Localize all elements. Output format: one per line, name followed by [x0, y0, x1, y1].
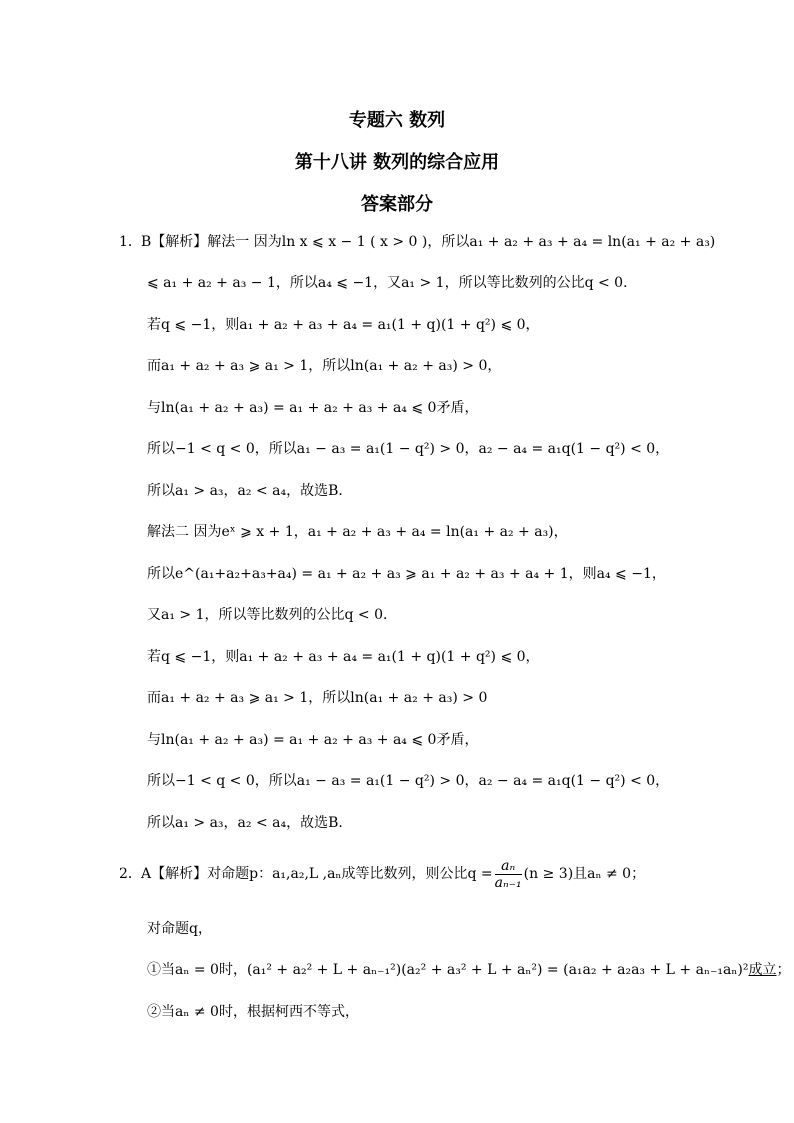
lecture-title: 第十八讲 数列的综合应用: [294, 152, 500, 173]
section-title: 专题六 数列: [348, 110, 446, 131]
solution-line: 而a₁ + a₂ + a₃ ⩾ a₁ > 1，所以ln(a₁ + a₂ + a₃) > 0: [147, 690, 488, 706]
solution-line: 与ln(a₁ + a₂ + a₃) = a₁ + a₂ + a₃ + a₄ ⩽ 0矛盾，: [147, 400, 479, 416]
solution-text: ；: [776, 962, 791, 978]
solution-line: [141, 852, 645, 896]
solution-line: 所以−1 < q < 0，所以a₁ − a₃ = a₁(1 − q²) > 0，a₂ − a₄ = a₁q(1 − q²) < 0，: [147, 773, 670, 789]
solution-line: 解法二 因为eˣ ⩾ x + 1，a₁ + a₂ + a₃ + a₄ = ln(a₁ + a₂ + a₃)，: [147, 524, 568, 540]
answer-heading: 答案部分: [361, 194, 433, 215]
solution-line: 而a₁ + a₂ + a₃ ⩾ a₁ > 1，所以ln(a₁ + a₂ + a₃) > 0，: [147, 358, 502, 374]
solution-line: B【解析】解法一 因为ln x ⩽ x − 1 ( x > 0 )，所以a₁ + a₂ + a₃ + a₄ = ln(a₁ + a₂ + a₃): [141, 234, 716, 250]
solution-line: 又a₁ > 1，所以等比数列的公比q < 0．: [147, 607, 397, 623]
solution-text: (n ≥ 3)且aₙ ≠ 0；: [523, 866, 646, 882]
solution-line: 对命题q，: [147, 921, 212, 937]
underlined-text: 成立: [748, 962, 777, 978]
solution-line: ②当aₙ ≠ 0时，根据柯西不等式，: [147, 1004, 359, 1020]
solution-line: 所以−1 < q < 0，所以a₁ − a₃ = a₁(1 − q²) > 0，a₂ − a₄ = a₁q(1 − q²) < 0，: [147, 441, 670, 457]
solution-text: A【解析】对命题p：a₁,a₂,L ,aₙ成等比数列，则公比q =: [141, 866, 493, 882]
fraction-numerator: aₙ: [495, 858, 522, 875]
solution-line: 若q ⩽ −1，则a₁ + a₂ + a₃ + a₄ = a₁(1 + q)(1 + q²) ⩽ 0，: [147, 317, 540, 333]
solution-line: 与ln(a₁ + a₂ + a₃) = a₁ + a₂ + a₃ + a₄ ⩽ 0矛盾，: [147, 732, 479, 748]
solution-line: ⩽ a₁ + a₂ + a₃ − 1，所以a₄ ⩽ −1，又a₁ > 1，所以等比数列的公比q < 0．: [147, 275, 638, 291]
solution-line: 若q ⩽ −1，则a₁ + a₂ + a₃ + a₄ = a₁(1 + q)(1 + q²) ⩽ 0，: [147, 649, 540, 665]
solution-text: ①当aₙ = 0时，(a₁² + a₂² + L + aₙ₋₁²)(a₂² + a₃² + L + aₙ²) = (a₁a₂ + a₂a₃ + L + aₙ₋₁aₙ)²: [147, 962, 749, 978]
question-number: 2．: [119, 866, 142, 882]
solution-line: [147, 961, 791, 979]
solution-line: 所以a₁ > a₃，a₂ < a₄，故选B．: [147, 483, 353, 499]
fraction-denominator: aₙ₋₁: [494, 874, 522, 891]
solution-line: 所以e^(a₁+a₂+a₃+a₄) = a₁ + a₂ + a₃ ⩾ a₁ + a₂ + a₃ + a₄ + 1，则a₄ ⩽ −1，: [147, 566, 666, 582]
question-number: 1．: [119, 234, 142, 250]
ratio-fraction: [495, 858, 522, 891]
solution-line: 所以a₁ > a₃，a₂ < a₄，故选B．: [147, 815, 353, 831]
